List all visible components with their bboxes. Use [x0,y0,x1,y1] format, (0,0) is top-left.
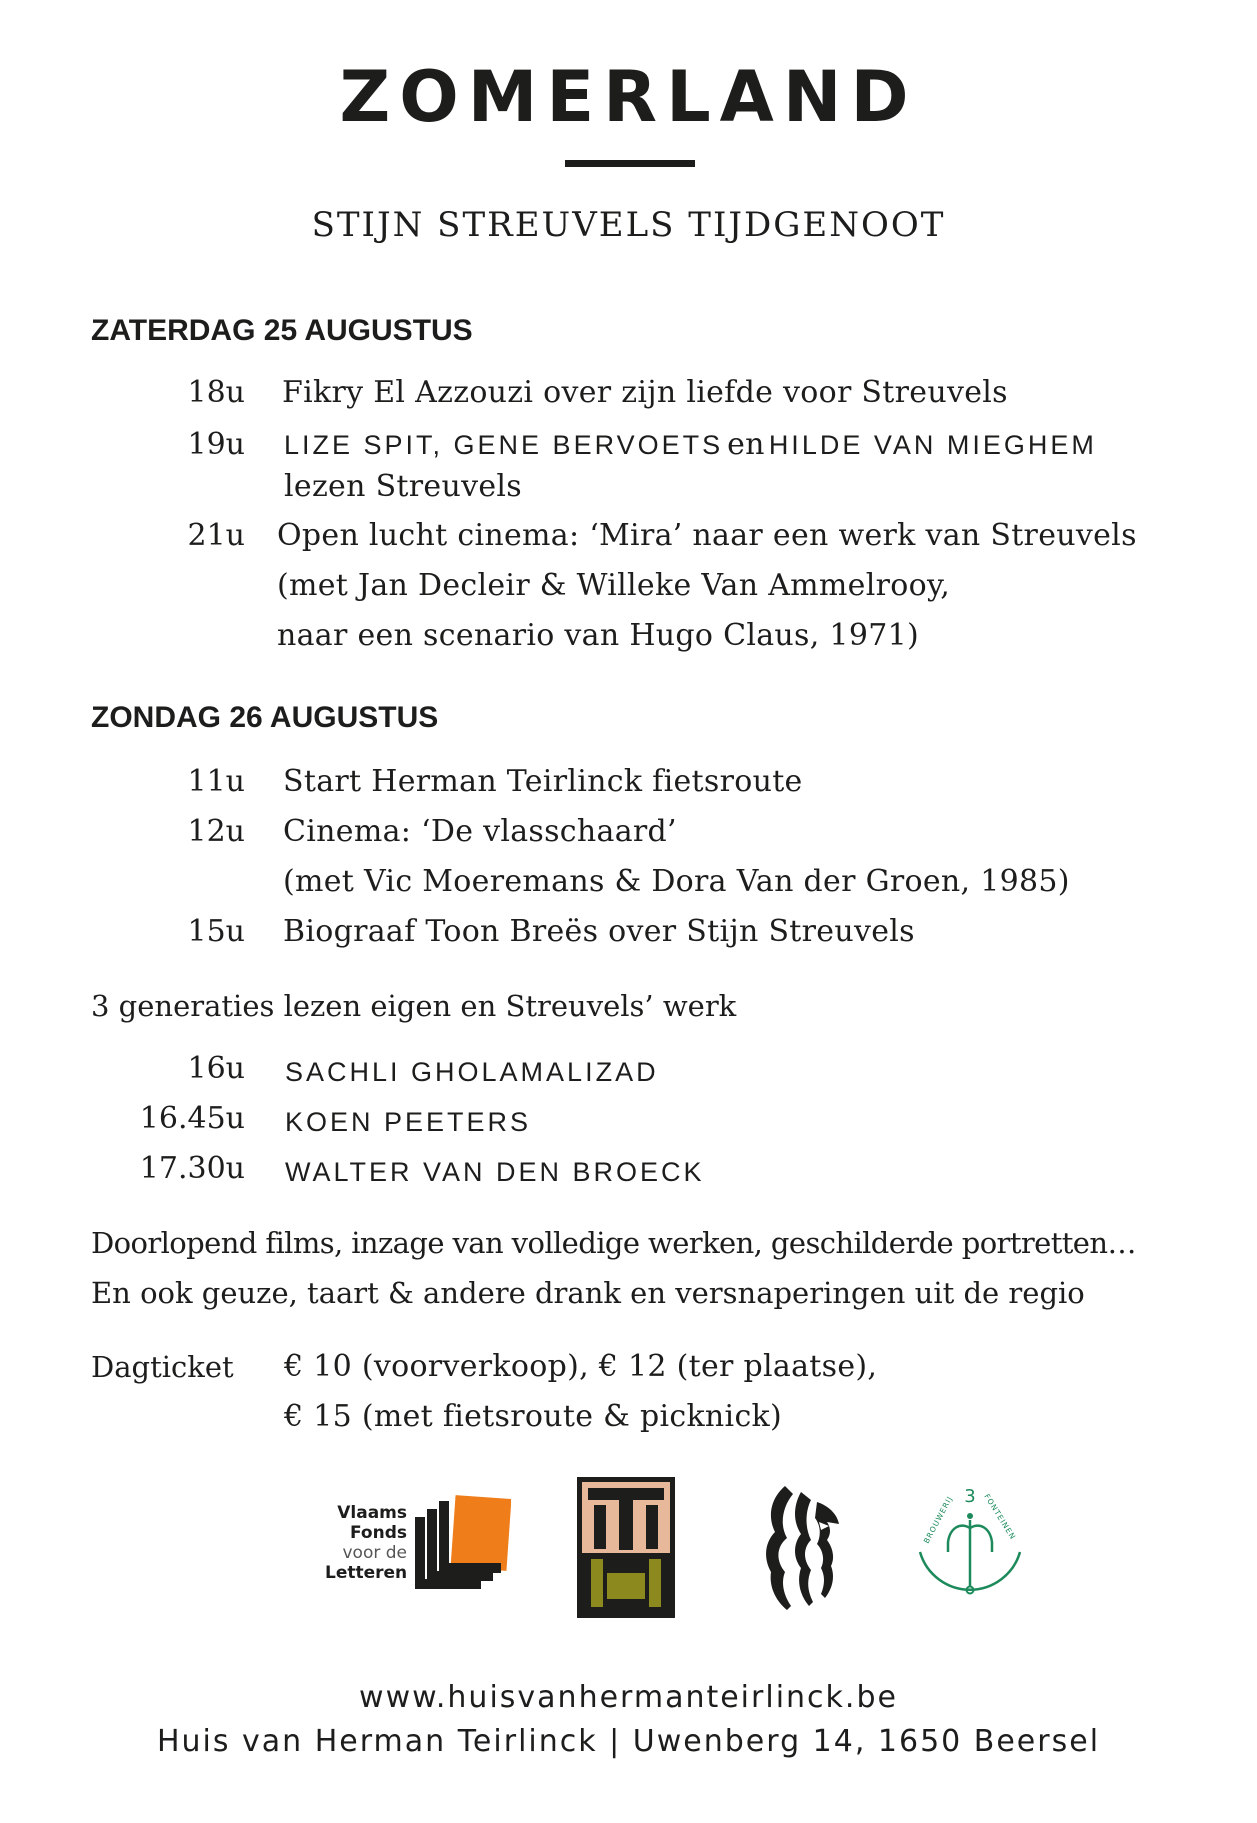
vfl-logo [325,1495,511,1605]
program-time: 11u [187,764,245,799]
program-performers [284,425,1097,465]
vfl-logo-text: Vlaams Fonds voor de Letteren [325,1503,408,1583]
performer-conjunction: en [727,427,765,462]
program-time: 15u [187,914,245,949]
program-time: 19u [187,427,245,462]
program-description: (met Vic Moeremans & Dora Van der Groen, 1985) [283,864,1070,899]
program-description: naar een scenario van Hugo Claus, 1971) [277,618,919,653]
generations-intro: 3 generaties lezen eigen en Streuvels’ werk [91,989,737,1023]
reader-name: SACHLI GHOLAMALIZAD [285,1057,659,1087]
brouwerij-3-fonteinen-logo [910,1482,1030,1612]
reader-name: KOEN PEETERS [285,1107,532,1137]
saturday-heading: ZATERDAG 25 AUGUSTUS [91,314,473,347]
title-divider [565,160,695,167]
lion-icon [757,1482,843,1614]
vfl-logo-mark [411,1495,511,1605]
brouwerij-number: 3 [964,1486,976,1507]
ticket-price: € 15 (met fietsroute & picknick) [284,1399,783,1434]
program-description: lezen Streuvels [284,469,522,504]
extra-info: Doorlopend films, inzage van volledige werken, geschilderde portretten… [91,1226,1136,1260]
footer-address: Huis van Herman Teirlinck | Uwenberg 14, 1650 Beersel [156,1724,1101,1759]
program-time: 18u [187,375,245,410]
ticket-label: Dagticket [91,1350,234,1384]
program-description: Biograaf Toon Breës over Stijn Streuvels [283,914,915,949]
extra-info: En ook geuze, taart & andere drank en versnaperingen uit de regio [91,1276,1085,1310]
program-time: 16u [187,1051,245,1086]
performer-names: HILDE VAN MIEGHEM [768,430,1097,460]
brouwerij-text-right: FONTEINEN [982,1492,1018,1542]
page-subtitle: STIJN STREUVELS TIJDGENOOT [311,205,946,245]
program-time: 21u [187,518,245,553]
ticket-price: € 10 (voorverkoop), € 12 (ter plaatse), [284,1349,878,1384]
program-description: (met Jan Decleir & Willeke Van Ammelrooy, [277,568,951,603]
teirlinck-monogram-logo [577,1477,675,1618]
reader-name: WALTER VAN DEN BROECK [285,1157,705,1187]
program-time: 12u [187,814,245,849]
program-description: Fikry El Azzouzi over zijn liefde voor Streuvels [282,375,1008,410]
program-time: 17.30u [139,1151,245,1186]
program-description: Open lucht cinema: ‘Mira’ naar een werk van Streuvels [277,518,1137,553]
page-title: ZOMERLAND [339,56,918,138]
program-description: Cinema: ‘De vlasschaard’ [283,814,677,849]
website-url[interactable]: www.huisvanhermanteirlinck.be [359,1680,898,1715]
sunday-heading: ZONDAG 26 AUGUSTUS [91,701,439,734]
performer-names: LIZE SPIT, GENE BERVOETS [284,430,724,460]
brouwerij-text-left: BROUWERIJ [921,1494,955,1545]
program-time: 16.45u [139,1101,245,1136]
program-description: Start Herman Teirlinck fietsroute [283,764,803,799]
